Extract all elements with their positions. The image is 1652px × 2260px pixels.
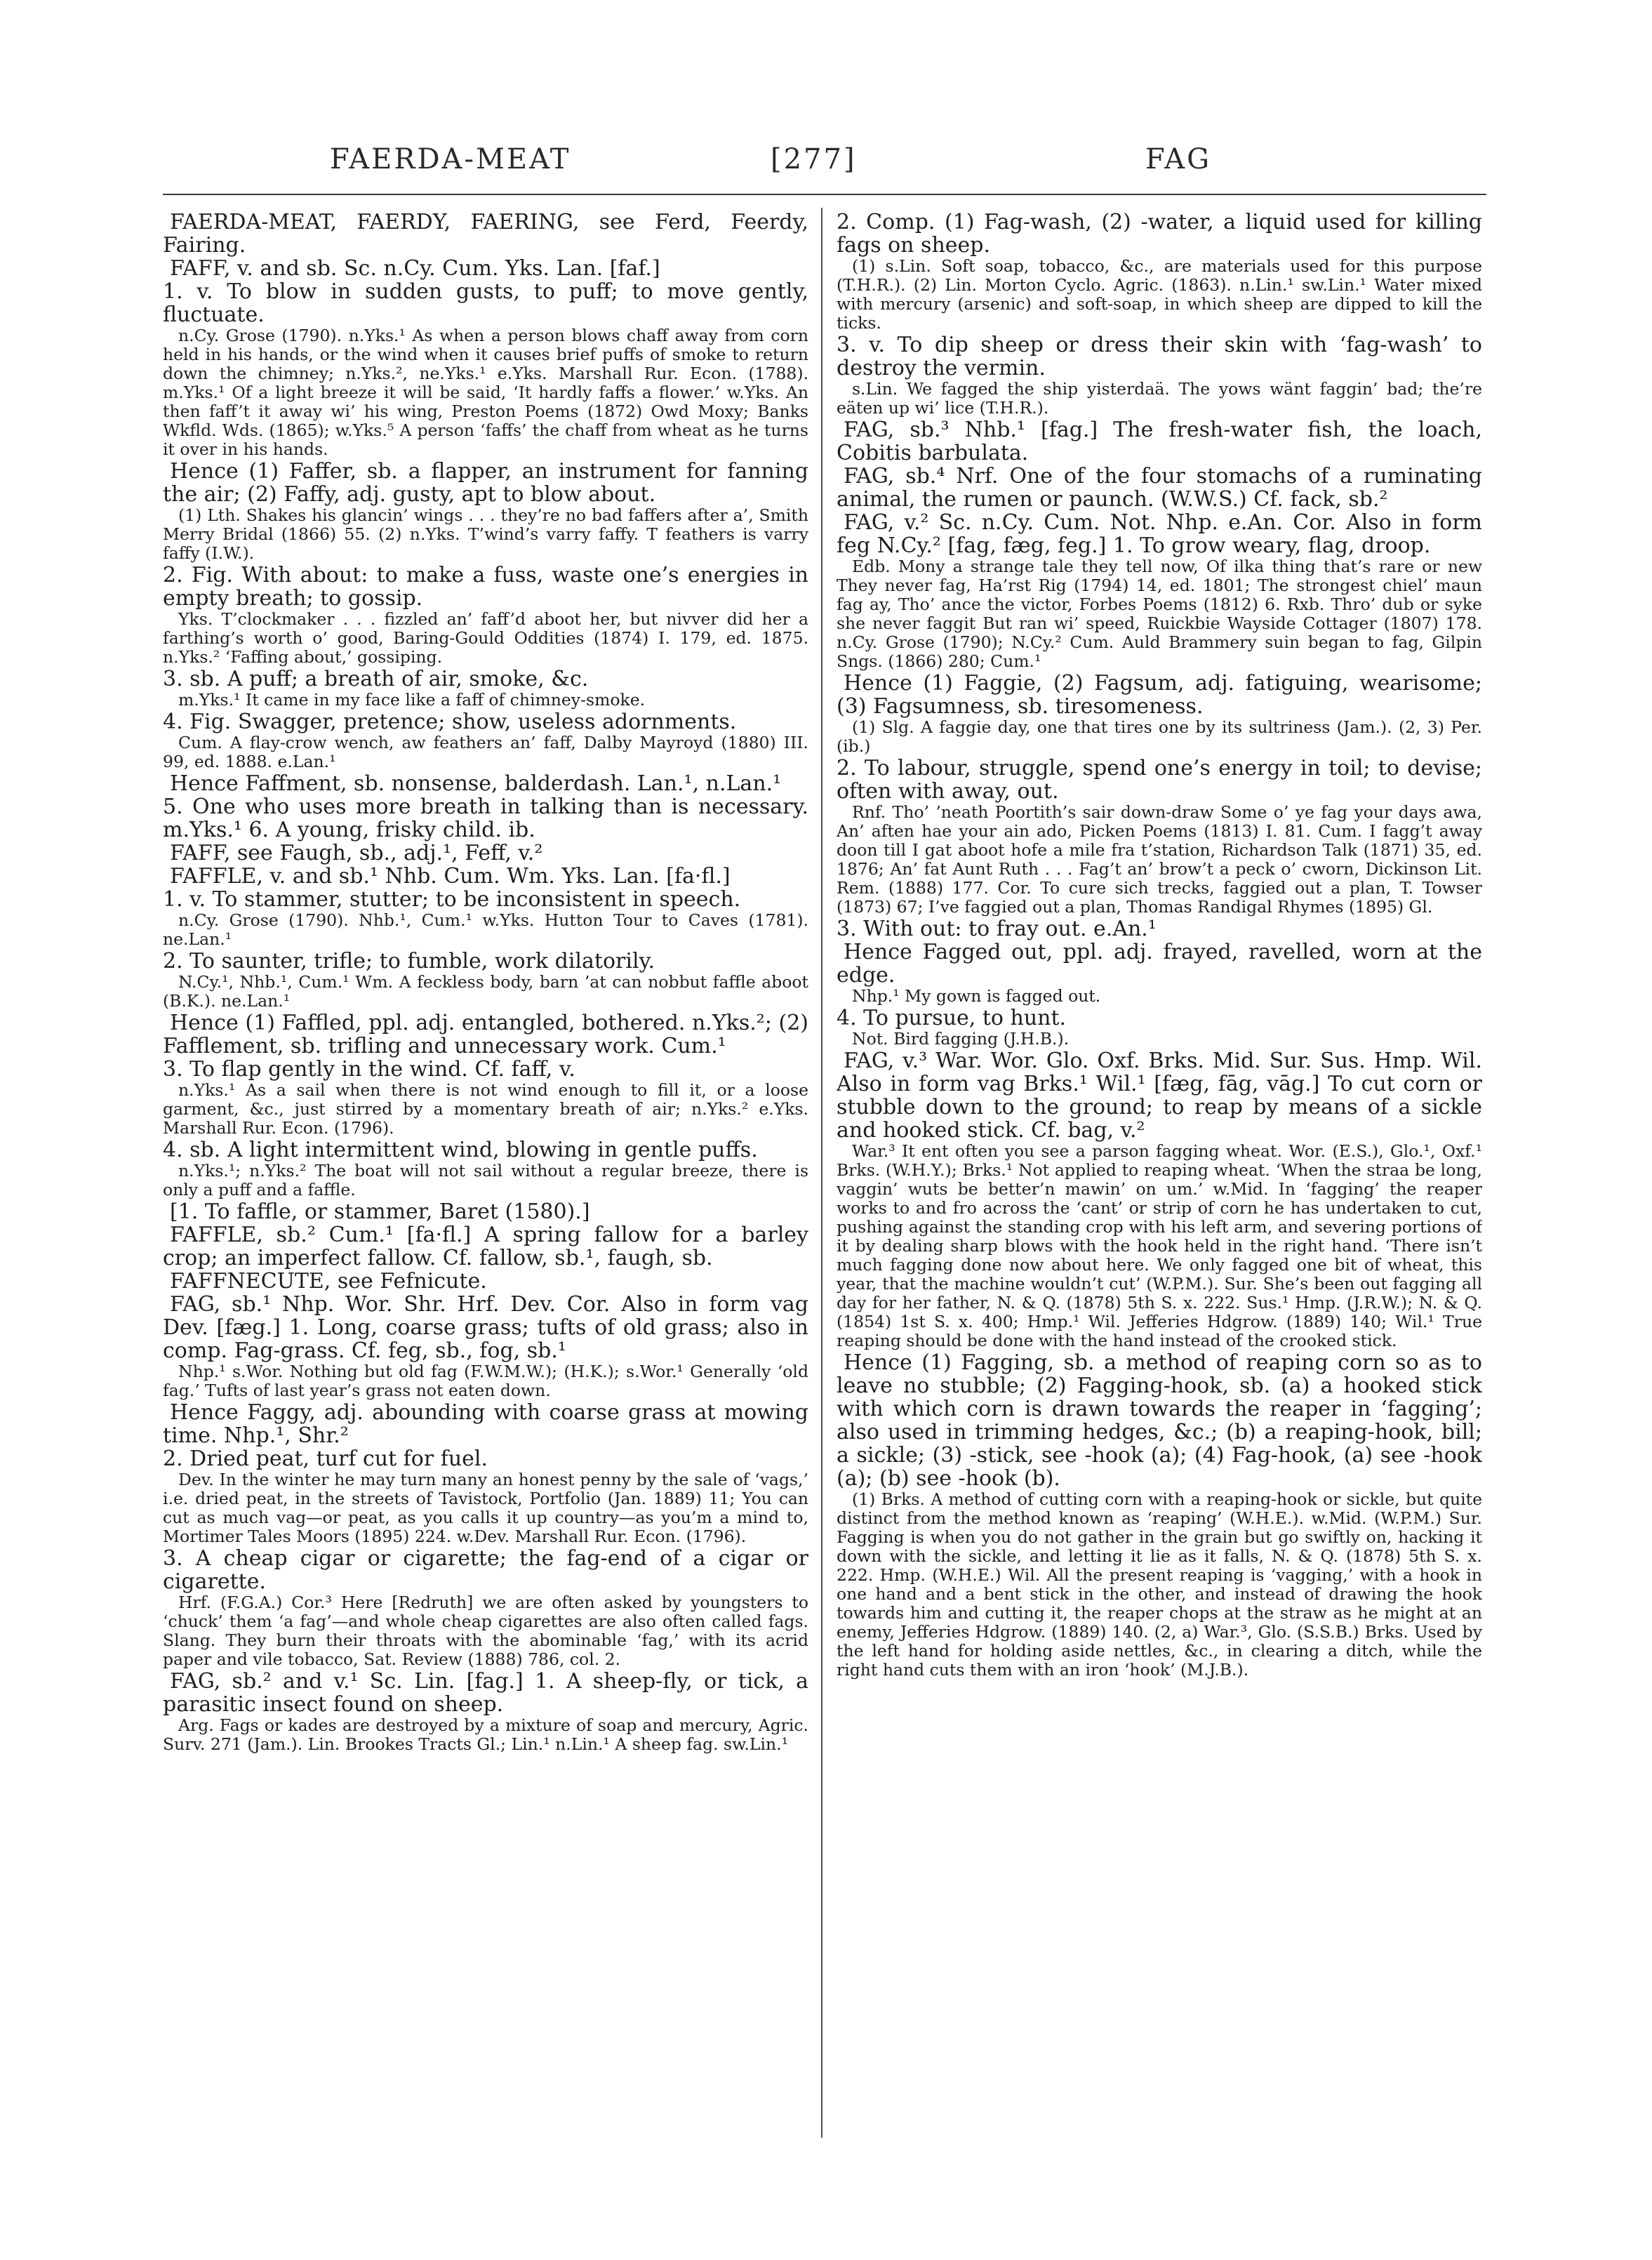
left-column bbox=[163, 211, 808, 2134]
citation-paragraph: Cum. A flay-crow wench, aw feathers an’ faff, Dalby Mayroyd (1880) III. 99, ed. 1888. e.Lan.¹ bbox=[163, 733, 808, 771]
entry-paragraph: [1. To faffle, or stammer, Baret (1580).] bbox=[170, 1199, 590, 1224]
citation-paragraph: Dev. In the winter he may turn many an honest penny by the sale of ‘vags,’ i.e. dried peat, in the streets of Tavistock, Portfolio (Jan. 1889) 11; You can cut as much vag—or peat, as you calls it up country—as you’m a mind to, Mortimer Tales Moors (1895) 224. w.Dev. Marshall Rur. Econ. (1796). bbox=[163, 1470, 808, 1546]
citation-paragraph: (1) s.Lin. Soft soap, tobacco, &c., are materials used for this purpose (T.H.R.). (2) Lin. Morton Cyclo. Agric. (1863). n.Lin.¹ sw.Lin.¹ Water mixed with mercury (arsenic) and soft-soap, in which sheep are dipped to kill the ticks. bbox=[837, 256, 1482, 333]
entry-paragraph: Hence Fagged out, ppl. adj. frayed, ravelled, worn at the edge. bbox=[837, 940, 1482, 988]
citation-paragraph: Nhp.¹ My gown is fagged out. bbox=[852, 986, 1101, 1006]
entry-paragraph: FAG, sb.¹ Nhp. Wor. Shr. Hrf. Dev. Cor. Also in form vag Dev. [fæg.] 1. Long, coarse grass; tufts of old grass; also in comp. Fag-grass. Cf. feg, sb., fog, sb.¹ bbox=[163, 1292, 808, 1363]
sense-paragraph: 2. Fig. With about: to make a fuss, waste one’s energies in empty breath; to gossip. bbox=[163, 563, 808, 611]
entry-paragraph: FAFFLE, v. and sb.¹ Nhb. Cum. Wm. Yks. Lan. [fa·fl.] bbox=[170, 864, 731, 889]
sense-paragraph: 4. To pursue, to hunt. bbox=[837, 1006, 1067, 1030]
running-head-left: FAERDA-MEAT bbox=[330, 143, 571, 175]
running-head-right: FAG bbox=[1145, 143, 1212, 175]
sense-paragraph: 2. Comp. (1) Fag-wash, (2) -water, a liquid used for killing fags on sheep. bbox=[837, 211, 1482, 258]
citation-paragraph: Hrf. (F.G.A.) Cor.³ Here [Redruth] we are often asked by youngsters to ‘chuck’ them ‘a fag’—and whole cheap cigarettes are also often called fags. Slang. They burn their throats with the abominable ‘fag,’ with its acrid paper and vile tobacco, Sat. Review (1888) 786, col. 2. bbox=[163, 1593, 808, 1669]
entry-paragraph: FAFF, see Faugh, sb., adj.¹, Feff, v.² bbox=[170, 841, 543, 865]
entry-paragraph: Hence Faffment, sb. nonsense, balderdash. Lan.¹, n.Lan.¹ bbox=[170, 771, 782, 796]
citation-paragraph: n.Cy. Grose (1790). n.Yks.¹ As when a person blows chaff away from corn held in his hands, or the wind when it causes brief puffs of smoke to return down the chimney; n.Yks.², ne.Yks.¹ e.Yks. Marshall Rur. Econ. (1788). m.Yks.¹ Of a light breeze it will be said, ‘It hardly faffs a flower.’ w.Yks. An then faff’t it away wi’ his wing, Preston Poems (1872) Owd Moxy; Banks Wkfld. Wds. (1865); w.Yks.⁵ A person ‘faffs’ the chaff from wheat as he turns it over in his hands. bbox=[163, 326, 808, 459]
sense-paragraph: 5. One who uses more breath in talking than is necessary. m.Yks.¹ 6. A young, frisky child. ib. bbox=[163, 795, 808, 842]
right-column bbox=[837, 211, 1482, 2134]
entry-paragraph: FAG, v.³ War. Wor. Glo. Oxf. Brks. Mid. Sur. Sus. Hmp. Wil. Also in form vag Brks.¹ Wil.¹ [fæg, fāg, vāg.] To cut corn or stubble down to the ground; to reap by means of a sickle and hooked stick. Cf. bag, v.² bbox=[837, 1049, 1482, 1143]
citation-paragraph: n.Cy. Grose (1790). Nhb.¹, Cum.¹ w.Yks. Hutton Tour to Caves (1781). ne.Lan.¹ bbox=[163, 910, 808, 949]
entry-paragraph: FAERDA-MEAT, FAERDY, FAERING, see Ferd, Feerdy, Fairing. bbox=[163, 211, 808, 258]
sense-paragraph: 4. Fig. Swagger, pretence; show, useless adornments. bbox=[163, 710, 737, 734]
citation-paragraph: n.Yks.¹ As a sail when there is not wind enough to fill it, or a loose garment, &c., just stirred by a momentary breath of air; n.Yks.² e.Yks. Marshall Rur. Econ. (1796). bbox=[163, 1080, 808, 1138]
citation-paragraph: Edb. Mony a strange tale they tell now, Of ilka thing that’s rare or new They never fag, Ha’rst Rig (1794) 14, ed. 1801; The strongest chiel’ maun fag ay, Tho’ ance the victor, Forbes Poems (1812) 6. Rxb. Thro’ dub or syke she never faggit But ran wi’ speed, Ruickbie Wayside Cottager (1807) 178. n.Cy. Grose (1790); N.Cy.² Cum. Auld Brammery suin began to fag, Gilpin Sngs. (1866) 280; Cum.¹ bbox=[837, 557, 1482, 671]
entry-paragraph: FAFF, v. and sb. Sc. n.Cy. Cum. Yks. Lan. [faf.] bbox=[170, 256, 660, 281]
citation-paragraph: Nhp.¹ s.Wor. Nothing but old fag (F.W.M.W.); (H.K.); s.Wor.¹ Generally ‘old fag.’ Tufts of last year’s grass not eaten down. bbox=[163, 1362, 808, 1400]
entry-paragraph: Hence (1) Faggie, (2) Fagsum, adj. fatiguing, wearisome; (3) Fagsumness, sb. tiresomeness. bbox=[837, 671, 1482, 719]
entry-paragraph: Hence (1) Fagging, sb. a method of reaping corn so as to leave no stubble; (2) Fagging-hook, sb. (a) a hooked stick with which corn is drawn towards the reaper in ‘fagging’; also used in trimming hedges, &c.; (b) a reaping-hook, bill; a sickle; (3) -stick, see -hook (a); (4) Fag-hook, (a) see -hook (a); (b) see -hook (b). bbox=[837, 1350, 1482, 1491]
citation-paragraph: s.Lin. We fagged the ship yisterdaä. The yows wänt faggin’ bad; the’re eäten up wi’ lice (T.H.R.). bbox=[837, 379, 1482, 418]
entry-paragraph: FAG, v.² Sc. n.Cy. Cum. Not. Nhp. e.An. Cor. Also in form feg N.Cy.² [fag, fæg, feg.] 1. To grow weary, flag, droop. bbox=[837, 510, 1482, 558]
entry-paragraph: Hence (1) Faffer, sb. a flapper, an instrument for fanning the air; (2) Faffy, adj. gusty, apt to blow about. bbox=[163, 459, 808, 507]
citation-paragraph: n.Yks.¹; n.Yks.² The boat will not sail without a regular breeze, there is only a puff and a faffle. bbox=[163, 1161, 808, 1199]
entry-paragraph: FAFFLE, sb.² Cum.¹ [fa·fl.] A spring fallow for a barley crop; an imperfect fallow. Cf. fallow, sb.¹, faugh, sb. bbox=[163, 1223, 808, 1270]
sense-paragraph: 4. sb. A light intermittent wind, blowing in gentle puffs. bbox=[163, 1138, 758, 1162]
sense-paragraph: 2. To saunter, trifle; to fumble, work dilatorily. bbox=[163, 949, 655, 973]
entry-paragraph: FAFFNECUTE, see Fefnicute. bbox=[170, 1269, 487, 1294]
sense-paragraph: 1. v. To blow in sudden gusts, to puff; to move gently, fluctuate. bbox=[163, 279, 808, 327]
citation-paragraph: (1) Brks. A method of cutting corn with a reaping-hook or sickle, but quite distinct from the method known as ‘reaping’ (W.H.E.). w.Mid. (W.P.M.) Sur. Fagging is when you do not gather in the grain but go swiftly on, hacking it down with the sickle, and letting it lie as it falls, N. & Q. (1878) 5th S. x. 222. Hmp. (W.H.E.) Wil. All the present reaping is ‘vagging,’ with a hook in one hand and a bent stick in the other, and instead of drawing the hook towards him and cutting it, the reaper chops at the straw as he might at an enemy, Jefferies Hdgrow. (1889) 140. (2, a) War.³, Glo. (S.S.B.) Brks. Used by the left hand for holding aside nettles, &c., in clearing a ditch, while the right hand cuts them with an iron ‘hook’ (M.J.B.). bbox=[837, 1489, 1482, 1680]
sense-paragraph: 1. v. To stammer, stutter; to be inconsistent in speech. bbox=[163, 887, 741, 912]
entry-paragraph: FAG, sb.³ Nhb.¹ [fag.] The fresh-water fish, the loach, Cobitis barbulata. bbox=[837, 418, 1482, 465]
citation-paragraph: Yks. T’clockmaker . . . fizzled an’ faff’d aboot her, but nivver did her a farthing’s worth o’ good, Baring-Gould Oddities (1874) I. 179, ed. 1875. n.Yks.² ‘Faffing about,’ gossiping. bbox=[163, 609, 808, 667]
citation-paragraph: Arg. Fags or kades are destroyed by a mixture of soap and mercury, Agric. Surv. 271 (Jam.). Lin. Brookes Tracts Gl.; Lin.¹ n.Lin.¹ A sheep fag. sw.Lin.¹ bbox=[163, 1715, 808, 1754]
sense-paragraph: 3. A cheap cigar or cigarette; the fag-end of a cigar or cigarette. bbox=[163, 1546, 808, 1594]
page-number: [277] bbox=[771, 143, 857, 175]
citation-paragraph: (1) Slg. A faggie day, one that tires one by its sultriness (Jam.). (2, 3) Per. (ib.) bbox=[837, 717, 1482, 756]
sense-paragraph: 3. sb. A puff; a breath of air, smoke, &c. bbox=[163, 667, 589, 691]
sense-paragraph: 3. To flap gently in the wind. Cf. faff, v. bbox=[163, 1057, 575, 1082]
citation-paragraph: War.³ It ent often you see a parson fagging wheat. Wor. (E.S.), Glo.¹, Oxf.¹ Brks. (W.H.Y.); Brks.¹ Not applied to reaping wheat. ‘When the straa be long, vaggin’ wuts be better’n mawin’ on um.’ w.Mid. In ‘fagging’ the reaper works to and fro across the ‘cant’ or strip of corn he has undertaken to cut, pushing against the standing crop with his left arm, and severing portions of it by dealing sharp blows with the hook held in the right hand. ‘There isn’t much fagging done now about here. We only fagged one bit of wheat, this year, that the machine wouldn’t cut’ (W.P.M.). Sur. She’s been out fagging all day for her father, N. & Q. (1878) 5th S. x. 222. Sus.¹ Hmp. (J.R.W.); N. & Q. (1854) 1st S. x. 400; Hmp.¹ Wil. Jefferies Hdgrow. (1889) 140; Wil.¹ True reaping should be done with the hand instead of the crooked stick. bbox=[837, 1141, 1482, 1350]
column-divider bbox=[821, 208, 822, 2138]
citation-paragraph: Not. Bird fagging (J.H.B.). bbox=[852, 1029, 1070, 1049]
citation-paragraph: (1) Lth. Shakes his glancin’ wings . . . they’re no bad faffers after a’, Smith Merry Bridal (1866) 55. (2) n.Yks. T’wind’s varry faffy. T feathers is varry faffy (I.W.). bbox=[163, 505, 808, 563]
entry-paragraph: Hence Faggy, adj. abounding with coarse grass at mowing time. Nhp.¹, Shr.² bbox=[163, 1400, 808, 1448]
citation-paragraph: N.Cy.¹, Nhb.¹, Cum.¹ Wm. A feckless body, barn ’at can nobbut faffle aboot (B.K.). ne.Lan.¹ bbox=[163, 972, 808, 1011]
citation-paragraph: Rnf. Tho’ ’neath Poortith’s sair down-draw Some o’ ye fag your days awa, An’ aften hae your ain ado, Picken Poems (1813) I. 81. Cum. I fagg’t away doon till I gat aboot hofe a mile fra t’station, Richardson Talk (1871) 35, ed. 1876; An’ fat Aunt Ruth . . . Fag’t an’ brow’t a peck o’ cworn, Dickinson Lit. Rem. (1888) 177. Cor. To cure sich trecks, faggied out a plan, T. Towser (1873) 67; I’ve faggied out a plan, Thomas Randigal Rhymes (1895) Gl. bbox=[837, 802, 1482, 917]
entry-paragraph: FAG, sb.² and v.¹ Sc. Lin. [fag.] 1. A sheep-fly, or tick, a parasitic insect found on sheep. bbox=[163, 1669, 808, 1717]
sense-paragraph: 3. v. To dip sheep or dress their skin with ‘fag-wash’ to destroy the vermin. bbox=[837, 333, 1482, 380]
sense-paragraph: 2. Dried peat, turf cut for fuel. bbox=[163, 1447, 488, 1471]
entry-paragraph: FAG, sb.⁴ Nrf. One of the four stomachs of a ruminating animal, the rumen or paunch. (W.W.S.) Cf. fack, sb.² bbox=[837, 464, 1482, 512]
header-rule bbox=[163, 194, 1486, 195]
sense-paragraph: 3. With out: to fray out. e.An.¹ bbox=[837, 917, 1157, 941]
entry-paragraph: Hence (1) Faffled, ppl. adj. entangled, bothered. n.Yks.²; (2) Fafflement, sb. trifling and unnecessary work. Cum.¹ bbox=[163, 1011, 808, 1058]
citation-paragraph: m.Yks.¹ It came in my face like a faff of chimney-smoke. bbox=[178, 690, 646, 710]
sense-paragraph: 2. To labour, struggle, spend one’s energy in toil; to devise; often with away, out. bbox=[837, 756, 1482, 804]
